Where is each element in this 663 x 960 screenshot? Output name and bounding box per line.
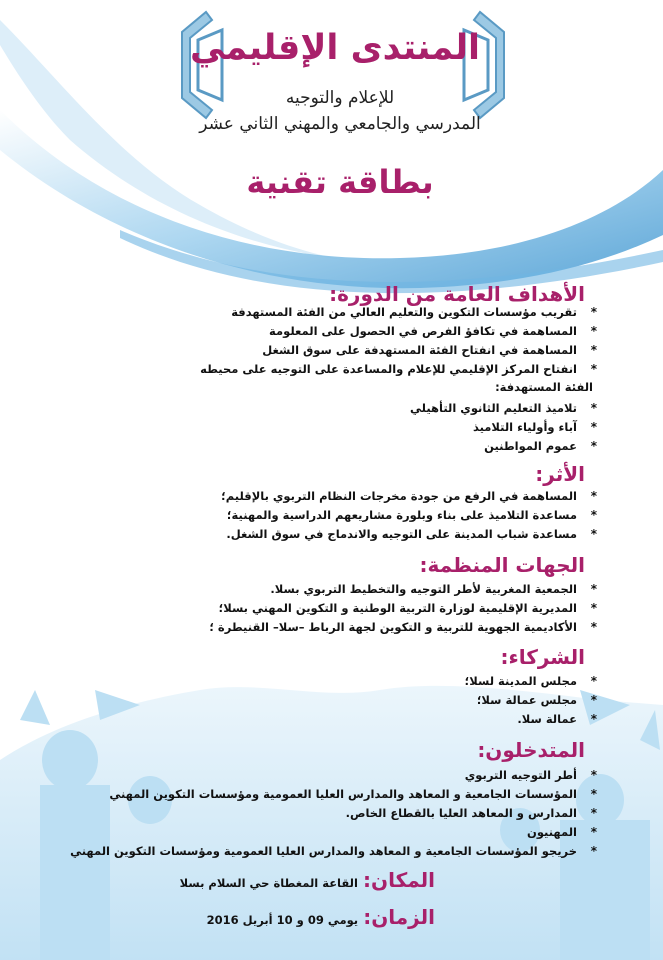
card-title: بطاقة تقنية	[246, 163, 434, 201]
list-item: * تقريب مؤسسات التكوين والتعليم العالي من الفئة المستهدفة	[231, 305, 597, 319]
list-item: * المساهمة في الرفع من جودة مخرجات النظام التربوي بالإقليم؛	[221, 489, 597, 503]
impact-heading: الأثر:	[535, 462, 585, 486]
list-item: * المديرية الإقليمية لوزارة التربية الوطنية و التكوين المهني بسلا؛	[218, 601, 597, 615]
list-item: * أطر التوجيه التربوي	[464, 768, 597, 782]
list-item: * الجمعية المغربية لأطر التوجيه والتخطيط التربوي بسلا.	[270, 582, 597, 596]
list-item: * مجلس المدينة لسلا؛	[464, 674, 597, 688]
forum-subtitle-line2: المدرسي والجامعي والمهني الثاني عشر	[199, 114, 481, 134]
speakers-list	[70, 766, 597, 861]
impact-list	[77, 487, 597, 544]
list-item: * المؤسسات الجامعية و المعاهد والمدارس العليا العمومية ومؤسسات التكوين المهني	[109, 787, 597, 801]
forum-title: المنتدى الإقليمي	[189, 28, 481, 68]
time-value: يومي 09 و 10 أبريل 2016	[206, 913, 359, 927]
list-item: * المدارس و المعاهد العليا بالقطاع الخاص.	[345, 806, 597, 820]
partners-heading: الشركاء:	[500, 645, 585, 669]
list-item: * انفتاح المركز الإقليمي للإعلام والمساعدة على التوجيه على محيطه	[200, 362, 597, 376]
list-item: * عمالة سلا.	[517, 712, 597, 726]
objectives-heading: الأهداف العامة من الدورة:	[329, 282, 585, 306]
place-value: القاعة المغطاة حي السلام بسلا	[179, 876, 358, 890]
place-label: المكان:	[363, 868, 435, 892]
list-item: * خريجو المؤسسات الجامعية و المعاهد والمدارس العليا العمومية ومؤسسات التكوين المهني	[70, 844, 597, 858]
time-label: الزمان:	[363, 905, 435, 929]
time-row	[207, 905, 435, 929]
target-group-list	[77, 399, 597, 456]
place-row	[180, 868, 435, 892]
forum-subtitle-line1: للإعلام والتوجيه	[285, 88, 395, 108]
list-item: * المساهمة في انفتاح الفئة المستهدفة على سوق الشغل	[262, 343, 597, 357]
list-item: * مجلس عمالة سلا؛	[476, 693, 597, 707]
list-item: * مساعدة التلاميذ على بناء وبلورة مشاريعهم الدراسية والمهنية؛	[226, 508, 597, 522]
objectives-list	[77, 303, 597, 379]
speakers-heading: المتدخلون:	[477, 738, 585, 762]
organizers-list	[77, 580, 597, 637]
target-group-label: الفئة المستهدفة:	[495, 380, 593, 394]
list-item: * آباء وأولياء التلاميذ	[472, 420, 597, 434]
list-item: * المهنيون	[527, 825, 597, 839]
organizers-heading: الجهات المنظمة:	[419, 553, 585, 577]
list-item: * مساعدة شباب المدينة على التوجيه والاندماج في سوق الشغل.	[226, 527, 597, 541]
list-item: * المساهمة في تكافؤ الفرص في الحصول على المعلومة	[269, 324, 597, 338]
list-item: * تلاميذ التعليم الثانوي التأهيلي	[410, 401, 597, 415]
list-item: * عموم المواطنين	[484, 439, 597, 453]
list-item: * الأكاديمية الجهوية للتربية و التكوين لجهة الرباط –سلا– القنيطرة ؛	[209, 620, 597, 634]
partners-list	[77, 672, 597, 729]
